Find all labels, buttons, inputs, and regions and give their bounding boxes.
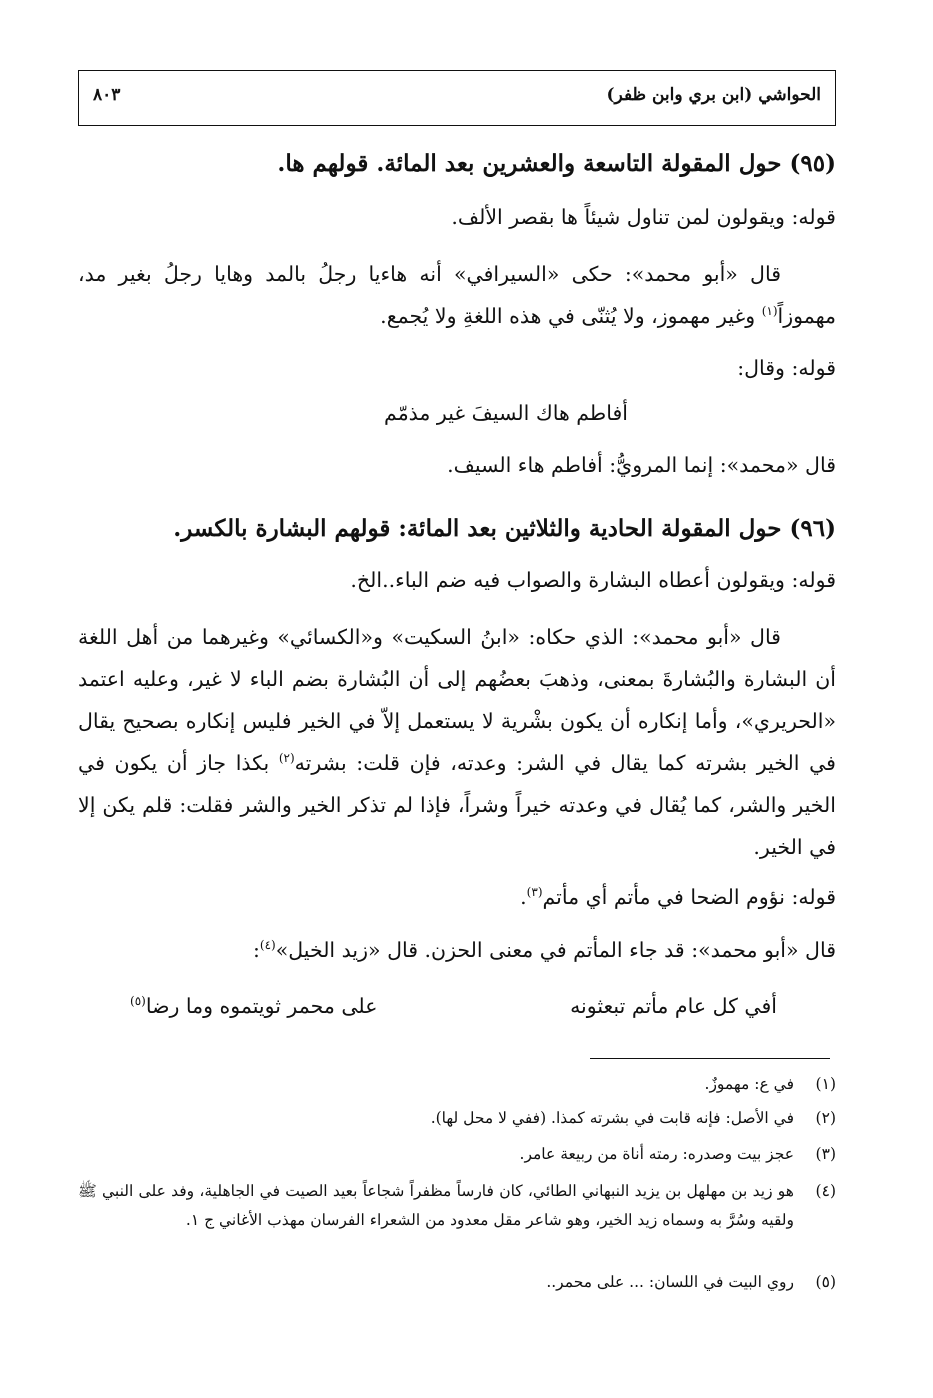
page-header bbox=[78, 70, 836, 126]
paragraph: قوله: وقال: bbox=[737, 356, 836, 380]
footnote-number: (٤) bbox=[815, 1182, 836, 1200]
paragraph: قوله: نؤوم الضحا في مأتم أي مأتم$^{(٣)}$. bbox=[520, 885, 836, 909]
section-title: حول المقولة الحادية والثلاثين بعد المائة: قولهم البشارة بالكسر. bbox=[173, 515, 782, 542]
footnote-number: (٣) bbox=[815, 1145, 836, 1163]
footnote-text: في ع: مهموزٌ. bbox=[704, 1075, 794, 1093]
footnote bbox=[78, 1070, 836, 1099]
footnote-text: هو زيد بن مهلهل بن يزيد النبهاني الطائي، كان فارساً مظفراً شجاعاً بعيد الصيت في الجاهلية، وفد على النبي ﷺ ولقيه وسُرَّ به وسماه زيد الخير، وهو شاعر مقل معدود من الشعراء الفرسان مهذب الأغاني ج ١. bbox=[78, 1182, 794, 1229]
footnote bbox=[78, 1140, 836, 1169]
footnote-ref: (٣) bbox=[526, 885, 543, 900]
footnote bbox=[78, 1104, 836, 1133]
footnote-ref: (١) bbox=[761, 304, 778, 319]
footnote bbox=[78, 1177, 836, 1235]
verse-line: أفاطم هاك السيفَ غير مذمّم bbox=[384, 401, 628, 425]
section-title: حول المقولة التاسعة والعشرين بعد المائة. قولهم ها. bbox=[277, 150, 782, 177]
paragraph: قال «أبو محمد»: حكى «السيرافي» أنه هاءيا رجلُ بالمد وهايا رجلُ بغير مد، مهموزاً$^{(١)}$ وغير مهموز، ولا يُثنّى في هذه اللغةِ ولا يُجمع. bbox=[78, 262, 836, 328]
paragraph: قال «أبو محمد»: قد جاء المأتم في معنى الحزن. قال «زيد الخيل»$^{(٤)}$: bbox=[252, 938, 836, 962]
verse-hemistich-right: أفي كل عام مأتم تبعثونه bbox=[570, 994, 777, 1018]
footnote-ref: (٤) bbox=[259, 938, 276, 953]
paragraph: قال «أبو محمد»: الذي حكاه: «ابنُ السكيت» و«الكسائي» وغيرهما من أهل اللغة أن البشارة والبُشارةَ بمعنى، وذهبَ بعضُهم إلى أن البُشارة بضم الباء لا غير، وعليه اعتمد «الحريري»، وأما إنكاره أن يكون بشْرية لا يستعمل إلاّ في الخير فليس إنكاره بصحيح يقال في الخير بشرته كما يقال في الشر: وعدته، فإن قلت: بشرته$^{(٢)}$ بكذا جاز أن يكون في الخير والشر، كما يُقال في وعدته خيراً وشراً، فإذا لم تذكر الخير والشر فقلت: قلم يكن إلا في الخير. bbox=[78, 625, 836, 859]
footnote-text: في الأصل: فإنه قابت في بشرته كمذا. (ففي لا محل لها). bbox=[430, 1109, 794, 1127]
section-heading-95 bbox=[277, 150, 836, 177]
footnote-text: عجز بيت وصدره: رمته أناة من ربيعة عامر. bbox=[519, 1145, 794, 1163]
footnote-number: (٢) bbox=[815, 1109, 836, 1127]
verse-hemistich-left: على محمر ثويتموه وما رضا$^{(٥)}$ bbox=[130, 994, 378, 1018]
section-number: (٩٦) bbox=[789, 515, 836, 542]
section-number: (٩٥) bbox=[789, 150, 836, 177]
paragraph: قوله: ويقولون لمن تناول شيئاً ها بقصر الألف. bbox=[451, 205, 836, 229]
section-heading-96 bbox=[173, 515, 836, 542]
running-title: الحواشي (ابن بري وابن ظفر) bbox=[606, 85, 821, 105]
footnote bbox=[78, 1268, 836, 1297]
footnote-separator bbox=[590, 1058, 830, 1059]
paragraph: قوله: ويقولون أعطاه البشارة والصواب فيه ضم الباء..الخ. bbox=[350, 568, 836, 592]
paragraph: قال «محمد»: إنما المرويُّ: أفاطم هاء السيف. bbox=[447, 453, 836, 477]
footnote-text: روي البيت في اللسان: ... على محمر.. bbox=[546, 1273, 794, 1291]
footnote-ref: (٥) bbox=[130, 994, 146, 1009]
footnote-number: (٥) bbox=[815, 1273, 836, 1291]
footnote-number: (١) bbox=[815, 1075, 836, 1093]
page-number: ٨٠٣ bbox=[93, 85, 121, 105]
footnote-ref: (٢) bbox=[278, 751, 295, 766]
